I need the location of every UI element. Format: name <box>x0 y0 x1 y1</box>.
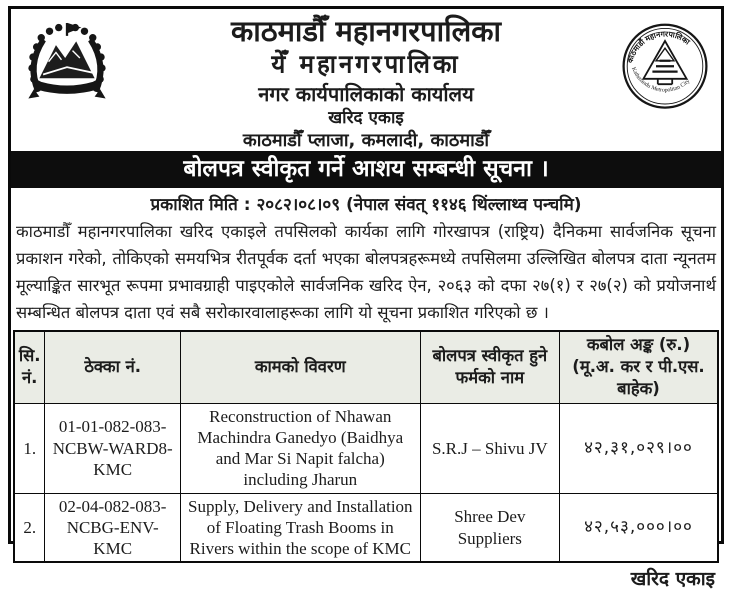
firm-name-cell: S.R.J – Shivu JV <box>420 403 559 493</box>
procurement-unit-name: खरिद एकाइ <box>328 107 404 128</box>
svg-text:काठमाडौं महानगरपालिका <box>625 29 692 65</box>
mountain-emblem-icon <box>21 21 113 117</box>
header-work-description: कामको विवरण <box>180 331 420 403</box>
header-bid-amount: कबोल अङ्क (रु.) (मू.अ. कर र पी.एस. बाहेक) <box>559 331 718 403</box>
header-text-block <box>121 13 611 151</box>
office-address: काठमाडौँ प्लाजा, कमलादी, काठमाडौँ <box>242 129 490 151</box>
seal-bottom-text: Kathmandu Metropolitan City <box>629 66 692 94</box>
kmc-round-seal-logo <box>611 13 719 115</box>
bid-amount-cell: ४२,५३,०००।०० <box>559 493 718 562</box>
municipality-title-ranjana-script: येँ महानगरपालिका <box>271 48 461 80</box>
work-description-cell: Reconstruction of Nhawan Machindra Ganedyo (Baidhya and Mar Si Napit falcha) including Jharun <box>180 403 420 493</box>
header-contract-number: ठेक्का नं. <box>45 331 180 403</box>
table-header-row <box>14 331 718 403</box>
contract-number-cell: 01-01-082-083-NCBW-WARD8-KMC <box>45 403 180 493</box>
serial-number-cell: 1. <box>14 403 45 493</box>
municipality-title: काठमाडौँ महानगरपालिका <box>230 14 502 48</box>
document-border-frame <box>8 6 724 591</box>
contract-number-cell: 02-04-082-083-NCBG-ENV-KMC <box>45 493 180 562</box>
bid-amount-cell: ४२,३१,०२९।०० <box>559 403 718 493</box>
notice-title-banner: बोलपत्र स्वीकृत गर्ने आशय सम्बन्धी सूचना । <box>11 151 721 188</box>
office-name: नगर कार्यपालिकाको कार्यालय <box>258 82 474 107</box>
signatory-unit-label: खरिद एकाइ <box>630 568 715 591</box>
table-row <box>14 403 718 493</box>
table-row <box>14 493 718 562</box>
notice-body-paragraph: काठमाडौँ महानगरपालिका खरिद एकाइले तपसिलको कार्यका लागि गोरखापत्र (राष्ट्रिय) दैनिकमा सार्वजनिक सूचना प्रकाशन गरेको, तोकिएको समयभित्र रीतपूर्वक दर्ता भएका बोलपत्रहरूमध्ये तपसिलमा उल्लिखित बोलपत्र दाता न्यूनतम मूल्याङ्कित सारभूत रूपमा प्रभावग्राही पाइएकोले सार्वजनिक खरिद ऐन, २०६३ को दफा २७(१) र २७(२) को प्रयोजनार्थ सम्बन्धित बोलपत्र दाता एवं सबै सरोकारवालाहरूका लागि यो सूचना प्रकाशित गरिएको छ । <box>16 221 716 322</box>
header-serial-number: सि. नं. <box>14 331 45 403</box>
serial-number-cell: 2. <box>14 493 45 562</box>
kmc-emblem-logo <box>13 13 121 117</box>
published-date-line: प्रकाशित मिति : २०८२।०८।०९ (नेपाल संवत् ११४६ थिंल्लाथ्व पन्चमि) <box>150 194 582 215</box>
header-firm-name: बोलपत्र स्वीकृत हुने फर्मको नाम <box>420 331 559 403</box>
document-header <box>11 9 721 151</box>
work-description-cell: Supply, Delivery and Installation of Floating Trash Booms in Rivers within the scope of KMC <box>180 493 420 562</box>
firm-name-cell: Shree Dev Suppliers <box>420 493 559 562</box>
bid-acceptance-table <box>13 330 719 564</box>
seal-top-text: काठमाडौं महानगरपालिका <box>625 29 692 65</box>
round-seal-icon <box>620 21 710 115</box>
